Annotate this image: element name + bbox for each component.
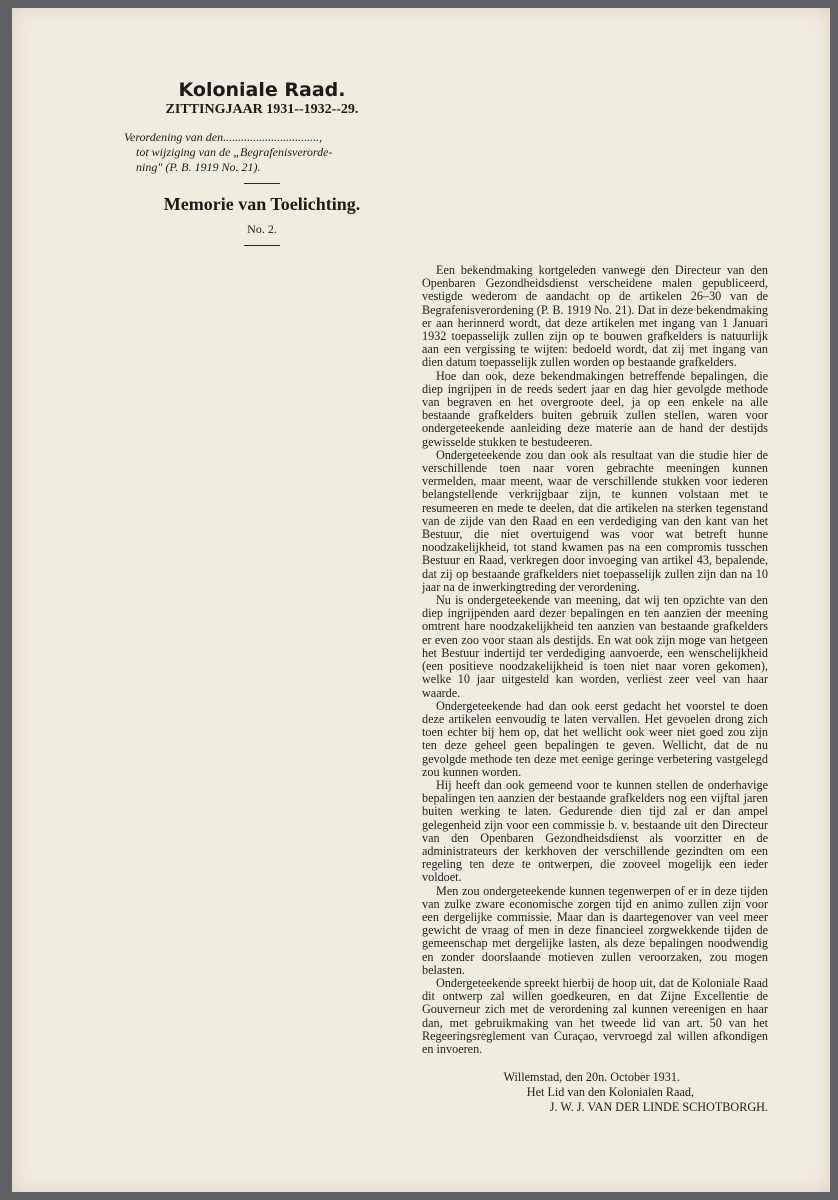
signature-name: J. W. J. VAN DER LINDE SCHOTBORGH. <box>549 1100 768 1114</box>
signature-role: Het Lid van den Kolonialen Raad, <box>526 1085 694 1099</box>
document-heading <box>112 78 412 254</box>
ordinance-line-2: tot wijziging van de „Begrafenisverorde- <box>136 145 333 159</box>
ordinance-line-1: Verordening van den................................, <box>124 130 323 144</box>
document-number: No. 2. <box>247 222 277 236</box>
paragraph: Ondergeteekende spreekt hierbij de hoop uit, dat de Koloniale Raad dit ontwerp zal willen goedkeuren, en dat Zijne Excellentie de Gouverneur zich met de verordening zal kunnen vereenigen en haar dan, met gebruikmaking van het tweede lid van art. 50 van het Regeeringsreglement van Curaçao, vervroegd zal willen afkondigen en invoeren. <box>422 975 768 1056</box>
paragraph: Ondergeteekende had dan ook eerst gedacht het voorstel te doen deze artikelen eenvoudig te laten vervallen. Het gevoelen drong zich toen echter bij hem op, dat het wellicht ook weer niet goed zou zijn ten deze geheel geen bepalingen te geven. Wellicht, dat de nu gevolgde methode ten deze met eenige geringe verbetering vastgelegd zou kunnen worden. <box>422 698 768 779</box>
divider <box>244 183 280 184</box>
ordinance-line-3: ning" (P. B. 1919 No. 21). <box>136 160 261 174</box>
document-title: Memorie van Toelichting. <box>163 194 361 214</box>
paragraph: Ondergeteekende zou dan ook als resultaat van die studie hier de verschillende toen naar voren gebrachte meeningen kunnen vermelden, maar meent, waar de verschillende stukken voor iederen belangstellende verkrijgbaar zijn, te kunnen volstaan met te resumeeren en mede te deelen, dat die artikelen na sterken tegenstand van de zijde van den Raad en een verdediging van den kant van het Bestuur, die niet overtuigend was voor wat betreft hunne noodzakelijkheid, tot stand kwamen pas na een compromis tusschen Bestuur en Raad, verkregen door invoeging van artikel 43, bepalende, dat zij op bestaande grafkelders niet toepasselijk zullen zijn dan na 10 jaar na de inwerkingtreding der verordening. <box>422 447 768 594</box>
memorandum-body <box>422 264 768 1056</box>
divider <box>244 245 280 246</box>
session-year: ZITTINGJAAR 1931--1932--29. <box>165 102 359 117</box>
paragraph: Hoe dan ook, deze bekendmakingen betreffende bepalingen, die diep ingrijpen in de reeds sedert jaar en dag hier gevolgde methode van begraven en het overgroote deel, ja op een enkele na alle bestaande grafkelders buiten gebruik zullen stellen, waren voor ondergeteekende aanleiding deze materie aan de hand der destijds gewisselde stukken te bestudeeren. <box>422 368 768 449</box>
document-page <box>12 8 830 1192</box>
council-title: Koloniale Raad. <box>178 79 346 101</box>
paragraph: Hij heeft dan ook gemeend voor te kunnen stellen de onderhavige bepalingen ten aanzien der bestaande grafkelders nog een vijftal jaren buiten werking te laten. Gedurende dien tijd zal er dan ampel gelegenheid zijn voor een commissie b. v. bestaande uit den Directeur van den Openbaren Gezondheidsdienst als voorzitter en de administrateurs der kerkhoven der verschillende gezindten om een regeling ten deze te ontwerpen, die zooveel mogelijk een ieder voldoet. <box>422 777 768 885</box>
signature-date: Willemstad, den 20n. October 1931. <box>503 1070 680 1084</box>
signature-block <box>422 1070 768 1115</box>
paragraph: Een bekendmaking kortgeleden vanwege den Directeur van den Openbaren Gezondheidsdienst verscheidene malen gepubliceerd, vestigde wederom de aandacht op de artikelen 26–30 van de Begrafenisverordening (P. B. 1919 No. 21). Dat in deze bekendmaking er aan herinnerd wordt, dat deze artikelen met ingang van 1 Januari 1932 toepasselijk zullen zijn op te bouwen grafkelders is natuurlijk aan een vergissing te wijten: bedoeld wordt, dat zij met ingang van dien datum toepasselijk zullen worden op bestaande grafkelders. <box>422 263 768 370</box>
paragraph: Nu is ondergeteekende van meening, dat wij ten opzichte van den diep ingrijpenden aard dezer bepalingen en ten aanzien der meening omtrent hare noodzakelijkheid ten aanzien van bestaande grafkelders er even zoo voor staan als destijds. En wat ook zijn moge van hetgeen het Bestuur indertijd ter verdediging aanvoerde, een wenschelijkheid (een positieve noodzakelijkheid is toen niet naar voren gekomen), welke 10 jaar uitgesteld kan worden, verliest zeer veel van haar waarde. <box>422 593 768 700</box>
paragraph: Men zou ondergeteekende kunnen tegenwerpen of er in deze tijden van zulke zware economische zorgen tijd en animo zullen zijn voor een dergelijke commissie. Maar dan is daartegenover van veel meer gewicht de vraag of men in deze financieel zorgwekkende tijden de gemeenschap met dergelijke lasten, als deze bepalingen noodwendig en zonder doorslaande motieven zullen veroorzaken, zou mogen belasten. <box>422 883 768 977</box>
ordinance-reference <box>112 130 412 175</box>
